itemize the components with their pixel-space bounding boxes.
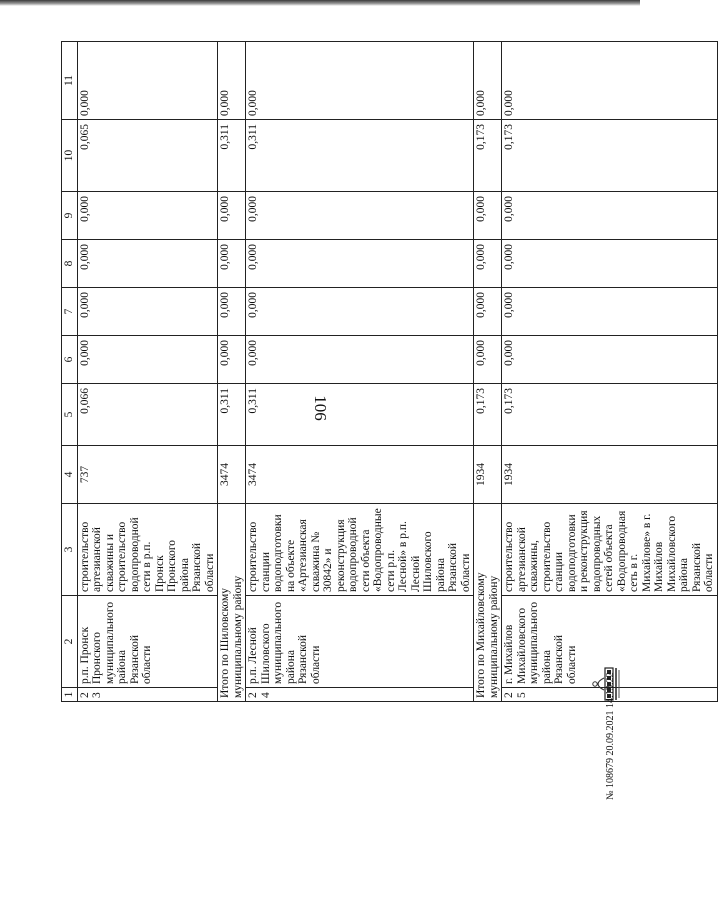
value-cell: 0,000 xyxy=(474,42,502,120)
header-cell: 1 xyxy=(62,688,78,702)
header-cell: 7 xyxy=(62,288,78,336)
value-cell: 0,311 xyxy=(246,384,474,446)
row-number: 24 xyxy=(246,688,474,702)
value-cell: 0,000 xyxy=(246,240,474,288)
table-row-24 xyxy=(246,42,474,702)
population-cell: 1934 xyxy=(502,446,718,504)
row-number: 25 xyxy=(502,688,718,702)
settlement-cell: г. Михайлов Михайловского муниципального района Рязанской области xyxy=(502,596,718,688)
settlement-cell: р.п. Пронск Пронского муниципального района Рязанской области xyxy=(77,596,218,688)
value-cell: 0,000 xyxy=(474,288,502,336)
value-cell: 0,000 xyxy=(218,336,246,384)
total-label: Итого по Михайловскому муниципальному району xyxy=(474,504,502,702)
table-row-23 xyxy=(77,42,218,702)
data-table xyxy=(61,41,718,702)
header-cell: 10 xyxy=(62,120,78,192)
rotated-table-container xyxy=(61,42,715,702)
value-cell: 0,000 xyxy=(77,288,218,336)
total-label: Итого по Шиловскому муниципальному району xyxy=(218,504,246,702)
header-cell: 5 xyxy=(62,384,78,446)
population-cell: 737 xyxy=(77,446,218,504)
value-cell: 0,000 xyxy=(218,288,246,336)
value-cell: 0,000 xyxy=(77,240,218,288)
value-cell: 0,173 xyxy=(474,120,502,192)
row-number: 23 xyxy=(77,688,218,702)
header-cell: 2 xyxy=(62,596,78,688)
value-cell: 0,066 xyxy=(77,384,218,446)
value-cell: 0,000 xyxy=(77,336,218,384)
value-cell: 0,000 xyxy=(502,42,718,120)
value-cell: 0,173 xyxy=(502,120,718,192)
header-cell: 4 xyxy=(62,446,78,504)
population-cell: 3474 xyxy=(246,446,474,504)
settlement-cell: р.п. Лесной Шиловского муниципального района Рязанской области xyxy=(246,596,474,688)
value-cell: 0,000 xyxy=(218,240,246,288)
object-cell: строительство станции водоподготовки на объекте «Артезианская скважина № 30842» и реконструкция водопроводной сети объекта «Водопроводные сети р.п. Лесной» в р.п. Лесной Шиловского района Рязанской области xyxy=(246,504,474,596)
header-cell: 11 xyxy=(62,42,78,120)
value-cell: 0,000 xyxy=(218,192,246,240)
value-cell: 0,000 xyxy=(218,42,246,120)
value-cell: 0,000 xyxy=(502,288,718,336)
population-cell: 1934 xyxy=(474,446,502,504)
table-header-row xyxy=(62,42,78,702)
value-cell: 0,000 xyxy=(246,336,474,384)
value-cell: 0,000 xyxy=(77,192,218,240)
value-cell: 0,000 xyxy=(474,240,502,288)
object-cell: строительство артезианской скважины и строительство водопроводной сети в р.п. Пронск Пронского района Рязанской области xyxy=(77,504,218,596)
value-cell: 0,311 xyxy=(246,120,474,192)
header-cell: 8 xyxy=(62,240,78,288)
value-cell: 0,000 xyxy=(246,288,474,336)
registration-stamp-text: № 108679 20.09.2021 14:13:22 xyxy=(605,672,616,800)
value-cell: 0,000 xyxy=(246,42,474,120)
value-cell: 0,000 xyxy=(77,42,218,120)
value-cell: 0,000 xyxy=(246,192,474,240)
header-cell: 9 xyxy=(62,192,78,240)
value-cell: 0,000 xyxy=(474,192,502,240)
population-cell: 3474 xyxy=(218,446,246,504)
header-cell: 6 xyxy=(62,336,78,384)
value-cell: 0,000 xyxy=(502,192,718,240)
page-number: 106 xyxy=(311,395,330,421)
value-cell: 0,000 xyxy=(502,336,718,384)
scan-top-edge xyxy=(0,0,640,6)
header-cell: 3 xyxy=(62,504,78,596)
total-row-shilovo xyxy=(218,42,246,702)
value-cell: 0,000 xyxy=(474,336,502,384)
value-cell: 0,000 xyxy=(502,240,718,288)
value-cell: 0,311 xyxy=(218,120,246,192)
value-cell: 0,173 xyxy=(502,384,718,446)
value-cell: 0,173 xyxy=(474,384,502,446)
object-cell: строительство артезианской скважины, строительство станции водоподготовки и реконструкция водопроводных сетей объекта «Водопроводная сеть в г. Михайлове» в г. Михайлов Михайловского района Рязанской области xyxy=(502,504,718,596)
value-cell: 0,065 xyxy=(77,120,218,192)
value-cell: 0,311 xyxy=(218,384,246,446)
total-row-mikhailov xyxy=(474,42,502,702)
